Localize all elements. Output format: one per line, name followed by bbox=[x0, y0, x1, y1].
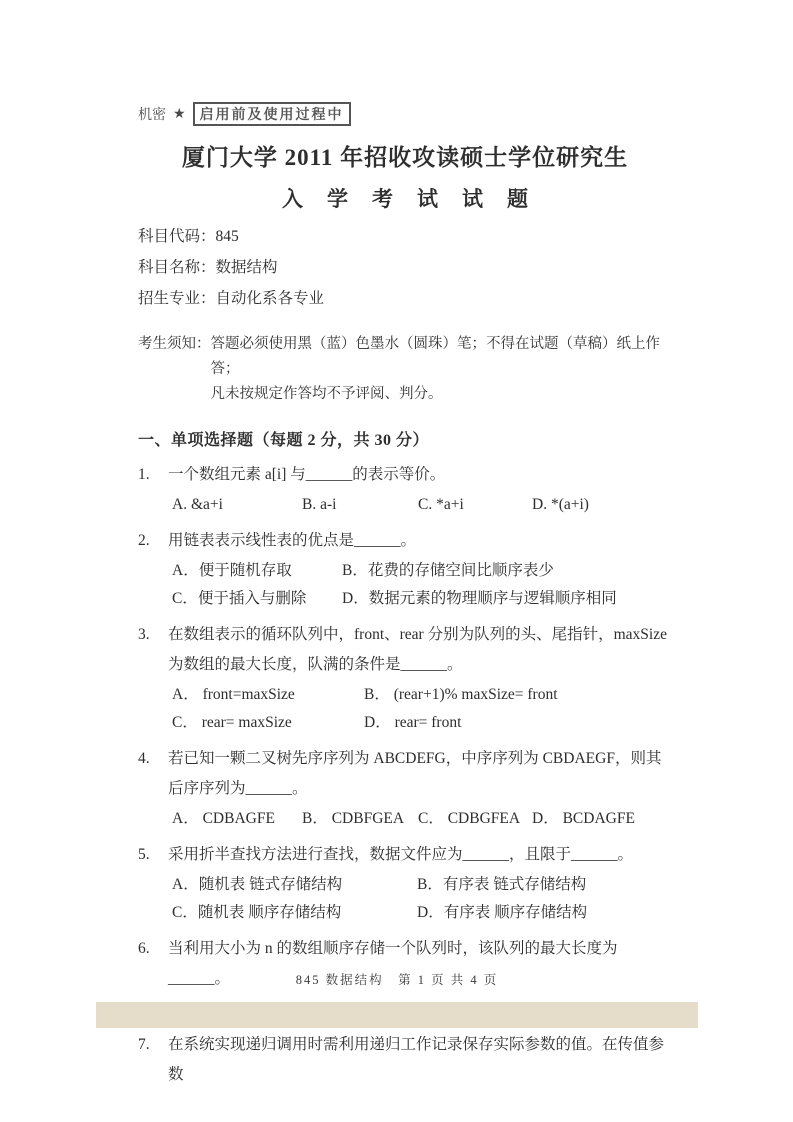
star-icon: ★ bbox=[173, 106, 186, 122]
question-options bbox=[168, 491, 672, 519]
section-heading: 一、单项选择题（每题 2 分，共 30 分） bbox=[138, 432, 430, 449]
question-options bbox=[168, 871, 672, 927]
question-text: 一个数组元素 a[i] 与______的表示等价。 bbox=[168, 466, 446, 483]
question-text: 若已知一颗二叉树先序序列为 ABCDEFG，中序序列为 CBDAEGF，则其后序序列为______。 bbox=[168, 750, 662, 797]
question-4 bbox=[138, 744, 672, 833]
subject-code-value: 845 bbox=[215, 228, 239, 245]
option-a: A．便于随机存取 bbox=[172, 562, 292, 579]
question-number: 1. bbox=[138, 466, 150, 483]
option-b: B． CDBFGEA bbox=[302, 810, 405, 827]
question-number: 3. bbox=[138, 626, 150, 643]
option-c: C．随机表 顺序存储结构 bbox=[172, 904, 342, 921]
notice-label: 考生须知： bbox=[138, 336, 211, 352]
option-c: C． rear= maxSize bbox=[172, 714, 292, 731]
question-text: 用链表表示线性表的优点是______。 bbox=[168, 532, 417, 549]
candidate-notice bbox=[138, 332, 672, 407]
option-c: C. *a+i bbox=[418, 496, 464, 513]
major-label: 招生专业： bbox=[138, 290, 216, 307]
question-2 bbox=[138, 526, 672, 613]
subject-name-label: 科目名称： bbox=[138, 259, 216, 276]
question-options bbox=[168, 557, 672, 613]
question-number: 6. bbox=[138, 940, 150, 957]
option-a: A． front=maxSize bbox=[172, 686, 295, 703]
page-footer: 845 数据结构 第 1 页 共 4 页 bbox=[295, 973, 499, 987]
major-row bbox=[138, 288, 672, 310]
option-b: B．有序表 链式存储结构 bbox=[417, 876, 587, 893]
question-number: 4. bbox=[138, 750, 150, 767]
option-d: D． rear= front bbox=[364, 714, 462, 731]
question-text: 当利用大小为 n 的数组顺序存储一个队列时，该队列的最大长度为______。 bbox=[168, 940, 618, 987]
notice-line-2: 凡未按规定作答均不予评阅、判分。 bbox=[210, 386, 443, 402]
question-1 bbox=[138, 460, 672, 519]
question-text: 采用折半查找方法进行查找，数据文件应为______，且限于______。 bbox=[168, 846, 634, 863]
exam-subtitle bbox=[138, 184, 672, 217]
exam-subtitle-text: 入学考试试题 bbox=[282, 187, 552, 211]
option-d: D．有序表 顺序存储结构 bbox=[417, 904, 588, 921]
question-text: 在数组表示的循环队列中，front、rear 分别为队列的头、尾指针，maxSize 为数组的最大长度，队满的条件是______。 bbox=[168, 626, 667, 673]
question-text: 在系统实现递归调用时需利用递归工作记录保存实际参数的值。在传值参数 bbox=[168, 1036, 665, 1083]
option-a: A. &a+i bbox=[172, 496, 223, 513]
subject-name-row bbox=[138, 257, 672, 279]
notice-text bbox=[211, 332, 673, 407]
option-c: C． CDBGFEA bbox=[418, 810, 521, 827]
classification-label: 机密 bbox=[138, 108, 166, 123]
option-a: A． CDBAGFE bbox=[172, 810, 275, 827]
option-d: D．数据元素的物理顺序与逻辑顺序相同 bbox=[342, 590, 617, 607]
classification-note-box: 启用前及使用过程中 bbox=[193, 102, 351, 126]
option-c: C．便于插入与删除 bbox=[172, 590, 307, 607]
page-content bbox=[138, 102, 672, 1090]
subject-code-row bbox=[138, 226, 672, 248]
notice-line-1: 答题必须使用黑（蓝）色墨水（圆珠）笔；不得在试题（草稿）纸上作答； bbox=[210, 336, 660, 377]
major-value: 自动化系各专业 bbox=[215, 290, 325, 307]
question-options bbox=[168, 805, 672, 833]
question-number: 7. bbox=[138, 1036, 150, 1053]
option-d: D. *(a+i) bbox=[532, 496, 589, 513]
option-b: B． (rear+1)% maxSize= front bbox=[364, 686, 558, 703]
exam-title: 厦门大学 2011 年招收攻读硕士学位研究生 bbox=[181, 145, 629, 170]
scan-edge-artifact bbox=[96, 1002, 698, 1028]
question-number: 2. bbox=[138, 532, 150, 549]
option-b: B．花费的存储空间比顺序表少 bbox=[342, 562, 554, 579]
classification-line bbox=[138, 102, 672, 126]
question-5 bbox=[138, 840, 672, 927]
question-options bbox=[168, 681, 672, 737]
option-a: A．随机表 链式存储结构 bbox=[172, 876, 343, 893]
subject-code-label: 科目代码： bbox=[138, 228, 216, 245]
question-number: 5. bbox=[138, 846, 150, 863]
option-d: D． BCDAGFE bbox=[532, 810, 635, 827]
option-b: B. a-i bbox=[302, 496, 337, 513]
question-7 bbox=[138, 1030, 672, 1090]
question-3 bbox=[138, 620, 672, 737]
subject-name-value: 数据结构 bbox=[215, 259, 278, 276]
